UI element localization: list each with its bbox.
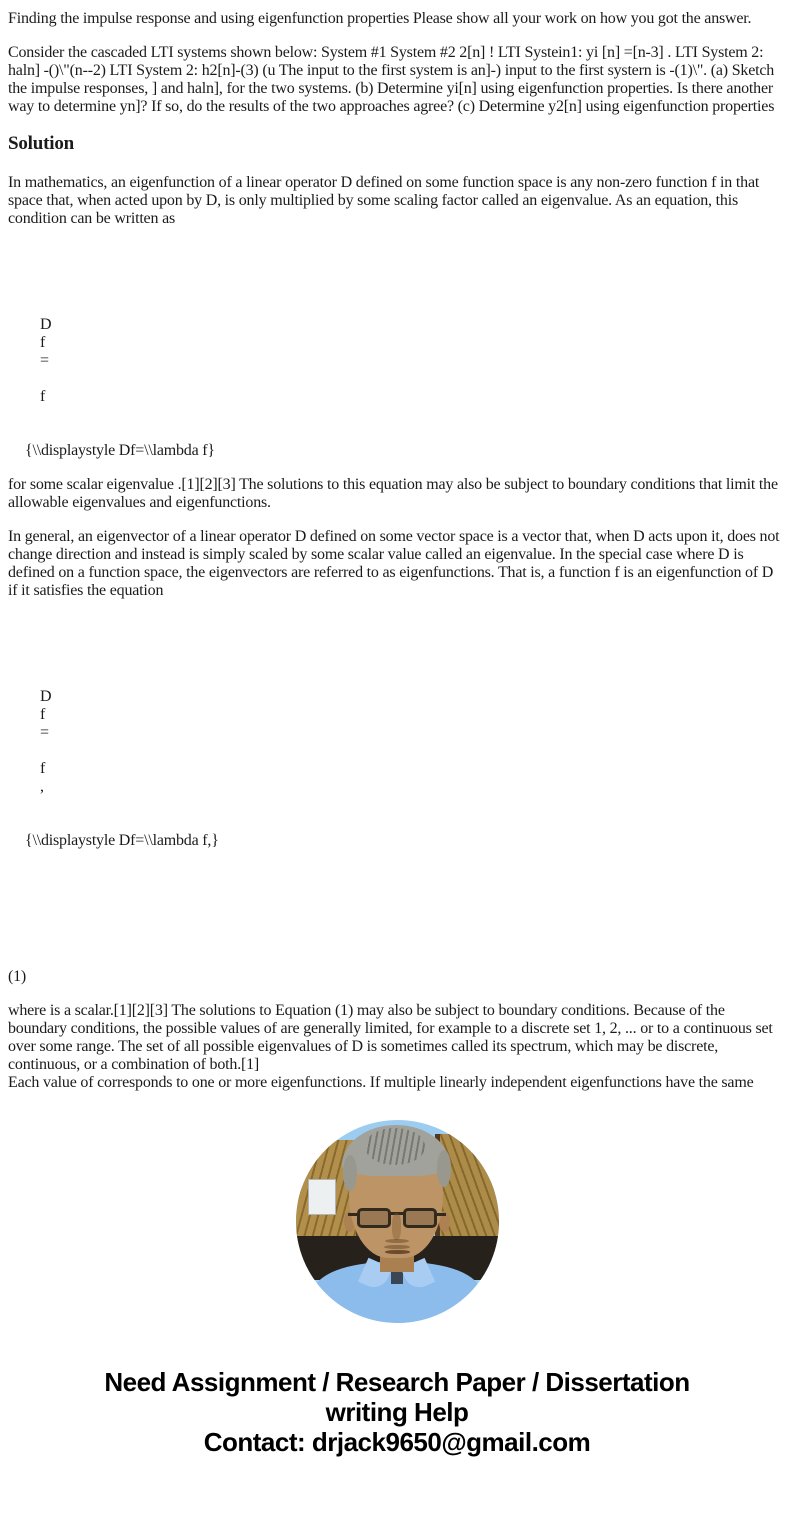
footer-line-2: writing Help <box>325 1397 469 1427</box>
photo-lens-left <box>357 1208 390 1227</box>
photo-hair-side-right <box>437 1150 451 1187</box>
math-line: D <box>40 688 52 705</box>
solution-paragraph-4: where is a scalar.[1][2][3] The solutions to Equation (1) may also be subject to boundary conditions. Because of the boundary conditions, the possible values of are generally limited, for example to a discrete set 1, 2, ... or to a continuous set over some range. The set of all possible eigenvalues of D is sometimes called its spectrum, which may be discrete, continuous, or a combination of both.[1] <box>8 1002 773 1073</box>
question-intro: Finding the impulse response and using eigenfunction properties Please show all your work on how you got the answer. <box>8 10 752 27</box>
math-line <box>40 370 786 388</box>
math-line: f <box>40 388 46 405</box>
math-line: f <box>40 706 46 723</box>
photo-glasses-arm-right <box>435 1213 446 1216</box>
photo-nose <box>392 1213 401 1239</box>
footer-line-1: Need Assignment / Research Paper / Dissertation <box>104 1367 690 1397</box>
photo-row <box>8 1120 786 1323</box>
tutor-photo <box>296 1120 499 1323</box>
photo-mouth <box>385 1250 410 1254</box>
photo-switch-panel <box>308 1179 336 1216</box>
solution-heading: Solution <box>8 133 74 154</box>
equation-number: (1) <box>8 968 27 985</box>
math-line: = <box>40 724 49 741</box>
photo-lens-right <box>403 1208 436 1227</box>
photo-glasses-arm-left <box>348 1213 359 1216</box>
math-latex-fallback-2: {\\displaystyle Df=\\lambda f,} <box>25 832 219 849</box>
clipped-line-container <box>8 1074 786 1091</box>
math-line: f <box>40 334 46 351</box>
question-body: Consider the cascaded LTI systems shown below: System #1 System #2 2[n] ! LTI Systein1: yi [n] =[n-3] . LTI System 2: haln] -()\"(n--2) LTI System 2: h2[n]-(3) (u The input to the first system is an]-) input to the first systern is -(1)\". (a) Sketch the impulse responses, ] and haln], for the two systems. (b) Determine yi[n] using eigenfunction properties. Is there another way to determine yn]? If so, do the results of the two approaches agree? (c) Determine y2[n] using eigenfunction properties <box>8 44 775 115</box>
math-line: , <box>40 778 44 795</box>
footer-banner <box>8 1367 786 1457</box>
photo-hair-streaks <box>365 1128 426 1165</box>
solution-paragraph-2: for some scalar eigenvalue .[1][2][3] The solutions to this equation may also be subject to boundary conditions that limit the allowable eigenvalues and eigenfunctions. <box>8 476 778 511</box>
math-line: D <box>40 316 52 333</box>
math-block-2 <box>8 688 786 850</box>
photo-nose-shadow <box>385 1239 409 1243</box>
solution-paragraph-1: In mathematics, an eigenfunction of a linear operator D defined on some function space is any non-zero function f in that space that, when acted upon by D, is only multiplied by some scaling factor called an eigenvalue. As an equation, this condition can be written as <box>8 174 760 227</box>
solution-paragraph-3: In general, an eigenvector of a linear operator D defined on some vector space is a vector that, when D acts upon it, does not change direction and instead is simply scaled by some scalar value called an eigenvalue. In the special case where D is defined on a function space, the eigenvectors are referred to as eigenfunctions. That is, a function f is an eigenfunction of D if it satisfies the equation <box>8 528 780 599</box>
math-line: f <box>40 760 46 777</box>
math-latex-fallback-1: {\\displaystyle Df=\\lambda f} <box>25 442 215 459</box>
math-line <box>40 742 786 760</box>
math-block-1 <box>8 316 786 460</box>
footer-contact-email: Contact: drjack9650@gmail.com <box>203 1427 591 1457</box>
solution-paragraph-5: Each value of corresponds to one or more eigenfunctions. If multiple linearly independent eigenfunctions have the same <box>8 1074 754 1091</box>
math-line: = <box>40 352 49 369</box>
